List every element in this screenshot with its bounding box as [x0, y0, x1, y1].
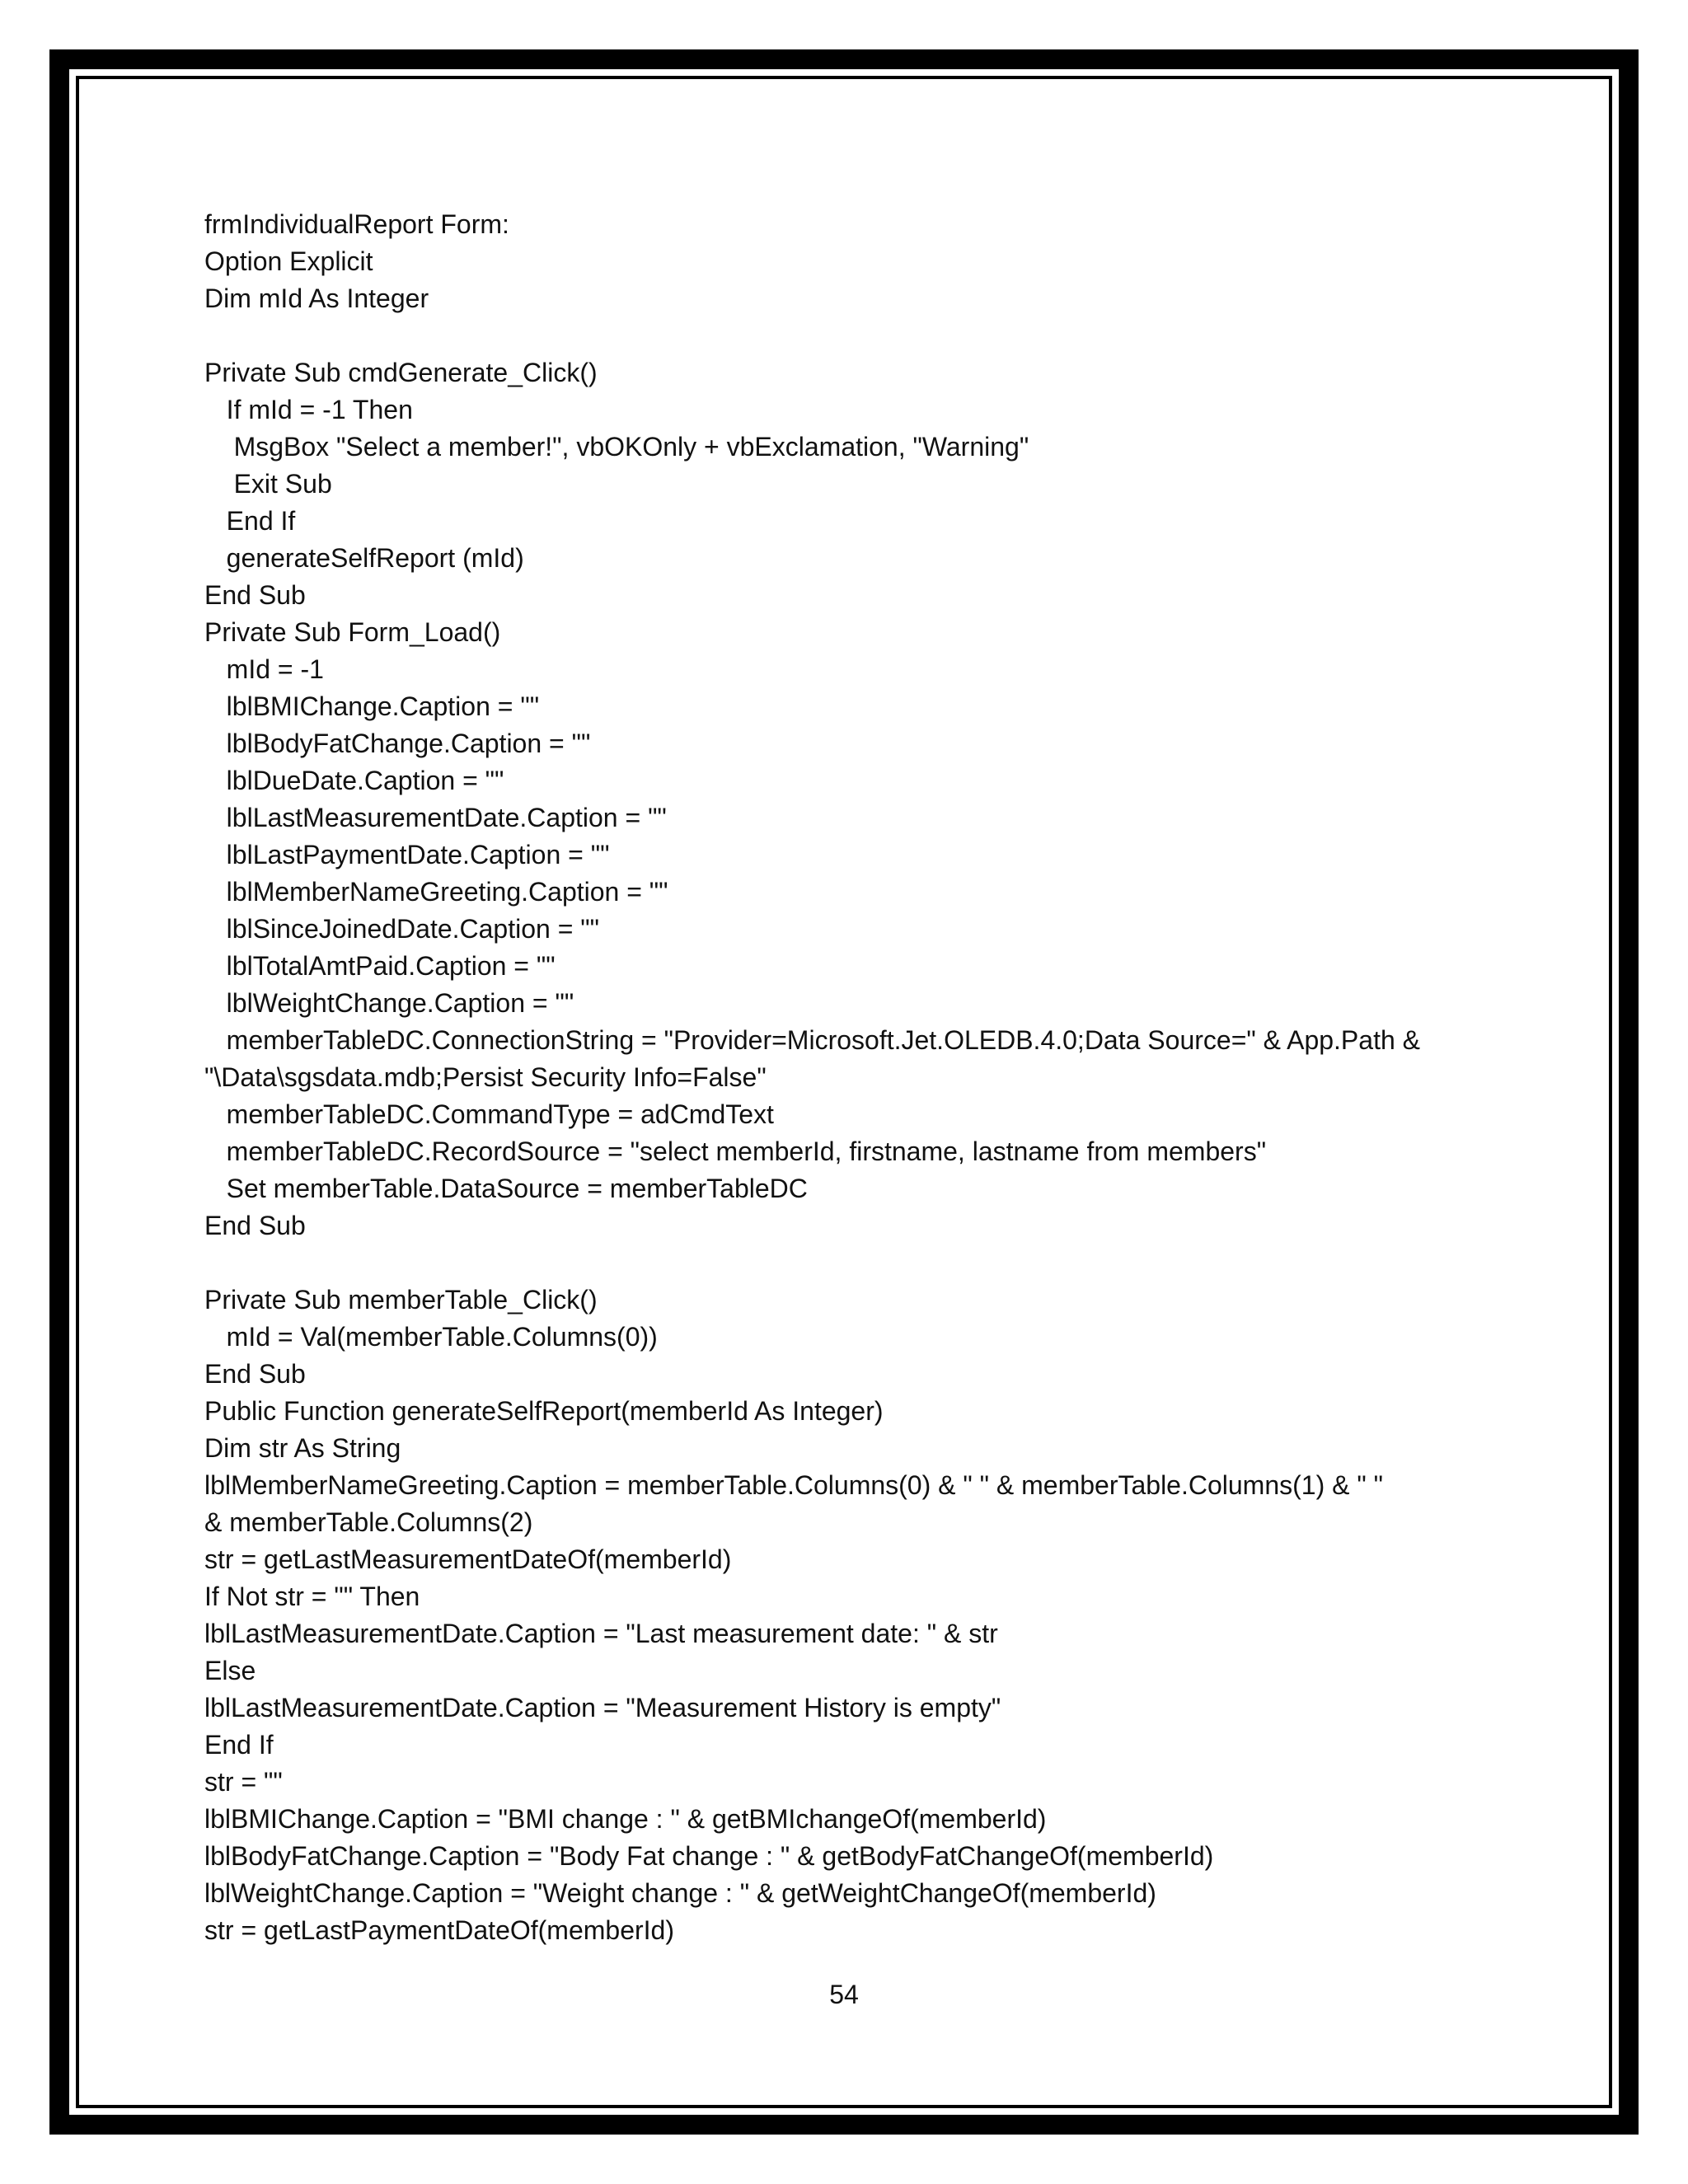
code-line — [204, 317, 1490, 354]
code-line: str = "" — [204, 1767, 283, 1797]
code-line: lblWeightChange.Caption = "" — [204, 988, 574, 1018]
code-line: lblLastMeasurementDate.Caption = "Last measurement date: " & str — [204, 1619, 998, 1648]
code-line: Public Function generateSelfReport(memberId As Integer) — [204, 1396, 884, 1426]
code-line: mId = Val(memberTable.Columns(0)) — [204, 1322, 658, 1352]
code-line: End Sub — [204, 1359, 306, 1389]
code-line: mId = -1 — [204, 654, 324, 684]
code-line: Dim str As String — [204, 1433, 401, 1463]
code-line: generateSelfReport (mId) — [204, 543, 524, 573]
code-line: lblLastPaymentDate.Caption = "" — [204, 840, 610, 869]
code-line: If mId = -1 Then — [204, 395, 413, 424]
code-line: "\Data\sgsdata.mdb;Persist Security Info=False" — [204, 1062, 767, 1092]
code-line — [204, 1244, 1490, 1282]
code-line: & memberTable.Columns(2) — [204, 1507, 533, 1537]
code-line: Option Explicit — [204, 246, 373, 276]
code-line: Dim mId As Integer — [204, 284, 429, 313]
code-line: Set memberTable.DataSource = memberTableDC — [204, 1174, 808, 1203]
code-line: frmIndividualReport Form: — [204, 209, 509, 239]
code-line: MsgBox "Select a member!", vbOKOnly + vbExclamation, "Warning" — [204, 432, 1029, 462]
code-line: lblMemberNameGreeting.Caption = "" — [204, 877, 668, 907]
code-listing — [204, 206, 1490, 1949]
code-line: If Not str = "" Then — [204, 1582, 420, 1611]
code-line: Private Sub memberTable_Click() — [204, 1285, 598, 1315]
code-line: lblMemberNameGreeting.Caption = memberTable.Columns(0) & " " & memberTable.Columns(1) & " " — [204, 1470, 1383, 1500]
code-line: lblDueDate.Caption = "" — [204, 766, 504, 795]
code-line: memberTableDC.ConnectionString = "Provider=Microsoft.Jet.OLEDB.4.0;Data Source=" & App.Path & — [204, 1025, 1420, 1055]
code-line: End Sub — [204, 580, 306, 610]
code-line: lblLastMeasurementDate.Caption = "" — [204, 803, 667, 832]
code-line: str = getLastMeasurementDateOf(memberId) — [204, 1544, 732, 1574]
code-line: Else — [204, 1656, 256, 1685]
code-line: memberTableDC.RecordSource = "select memberId, firstname, lastname from members" — [204, 1137, 1267, 1166]
code-line: End Sub — [204, 1211, 306, 1240]
code-line: lblLastMeasurementDate.Caption = "Measurement History is empty" — [204, 1693, 1001, 1722]
page-number: 54 — [829, 1980, 859, 2009]
code-line: lblSinceJoinedDate.Caption = "" — [204, 914, 599, 944]
code-line: lblBMIChange.Caption = "" — [204, 691, 540, 721]
code-line: lblBodyFatChange.Caption = "Body Fat change : " & getBodyFatChangeOf(memberId) — [204, 1841, 1214, 1871]
code-line: End If — [204, 1730, 274, 1760]
code-line: lblBMIChange.Caption = "BMI change : " & getBMIchangeOf(memberId) — [204, 1804, 1047, 1834]
code-line: lblWeightChange.Caption = "Weight change : " & getWeightChangeOf(memberId) — [204, 1878, 1156, 1908]
code-line: lblBodyFatChange.Caption = "" — [204, 729, 591, 758]
code-line: End If — [204, 506, 296, 536]
code-line: Exit Sub — [204, 469, 332, 499]
code-line: Private Sub cmdGenerate_Click() — [204, 358, 598, 387]
code-line: lblTotalAmtPaid.Caption = "" — [204, 951, 556, 981]
code-line: Private Sub Form_Load() — [204, 617, 501, 647]
code-line: memberTableDC.CommandType = adCmdText — [204, 1099, 774, 1129]
code-line: str = getLastPaymentDateOf(memberId) — [204, 1915, 674, 1945]
